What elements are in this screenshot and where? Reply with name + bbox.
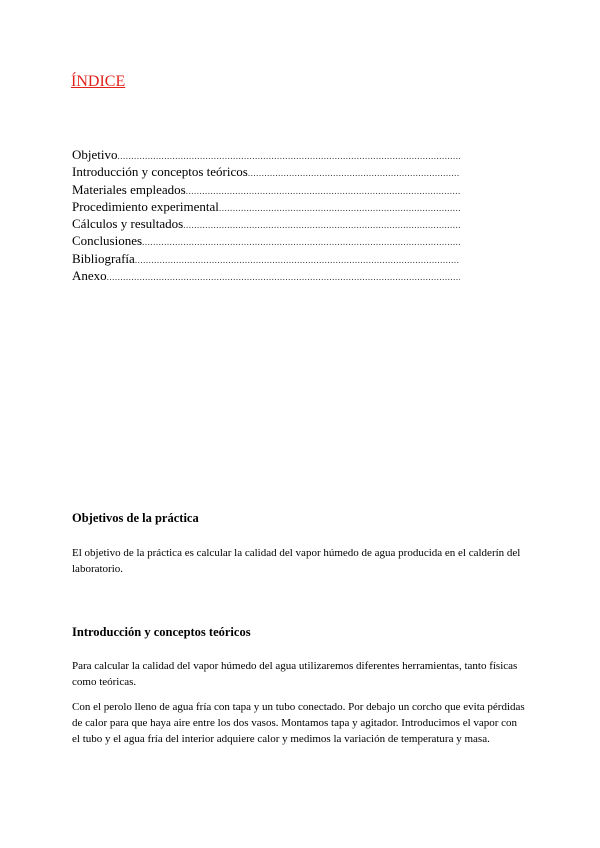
toc-dot-leader xyxy=(107,272,460,282)
introduction-heading: Introducción y conceptos teóricos xyxy=(72,625,251,639)
introduction-paragraph-2: Con el perolo lleno de agua fría con tapa y un tubo conectado. Por debajo un corcho que evita pérdidas de calor para que haya aire entre los dos vasos. Montamos tapa y agitador. Introducimos el vapor con el tubo y el agua fría del interior adquiere calor y medimos la variación de temperatura y masa. xyxy=(72,701,525,745)
toc-item-label: Cálculos y resultados xyxy=(72,216,184,232)
toc-item-objetivo xyxy=(72,147,460,164)
table-of-contents xyxy=(72,147,460,285)
toc-dot-leader xyxy=(219,203,460,213)
toc-item-bibliografia xyxy=(72,251,460,268)
toc-dot-leader xyxy=(186,186,460,196)
toc-item-label: Materiales empleados xyxy=(72,181,186,197)
toc-item-procedimiento xyxy=(72,199,460,216)
introduction-paragraph-1: Para calcular la calidad del vapor húmedo del agua utilizaremos diferentes herramientas, tanto físicas como teóricas. xyxy=(72,660,518,688)
toc-item-label: Introducción y conceptos teóricos xyxy=(72,164,248,180)
toc-item-anexo xyxy=(72,268,460,285)
toc-dot-leader xyxy=(248,168,460,178)
toc-item-introduccion xyxy=(72,164,460,181)
toc-dot-leader xyxy=(135,255,460,265)
toc-item-conclusiones xyxy=(72,233,460,250)
toc-dot-leader xyxy=(142,237,460,247)
index-title: ÍNDICE xyxy=(71,73,126,90)
toc-item-label: Conclusiones xyxy=(72,233,143,249)
toc-item-label: Bibliografía xyxy=(72,250,135,266)
toc-item-label: Procedimiento experimental xyxy=(72,198,219,214)
objectives-paragraph: El objetivo de la práctica es calcular la calidad del vapor húmedo de agua producida en el calderín del laboratorio. xyxy=(72,547,521,575)
toc-item-label: Anexo xyxy=(72,268,107,284)
toc-item-materiales xyxy=(72,182,460,199)
toc-item-calculos xyxy=(72,216,460,233)
toc-dot-leader xyxy=(183,220,460,230)
toc-dot-leader xyxy=(118,151,461,161)
toc-item-label: Objetivo xyxy=(72,147,118,162)
objectives-heading: Objetivos de la práctica xyxy=(72,511,199,525)
